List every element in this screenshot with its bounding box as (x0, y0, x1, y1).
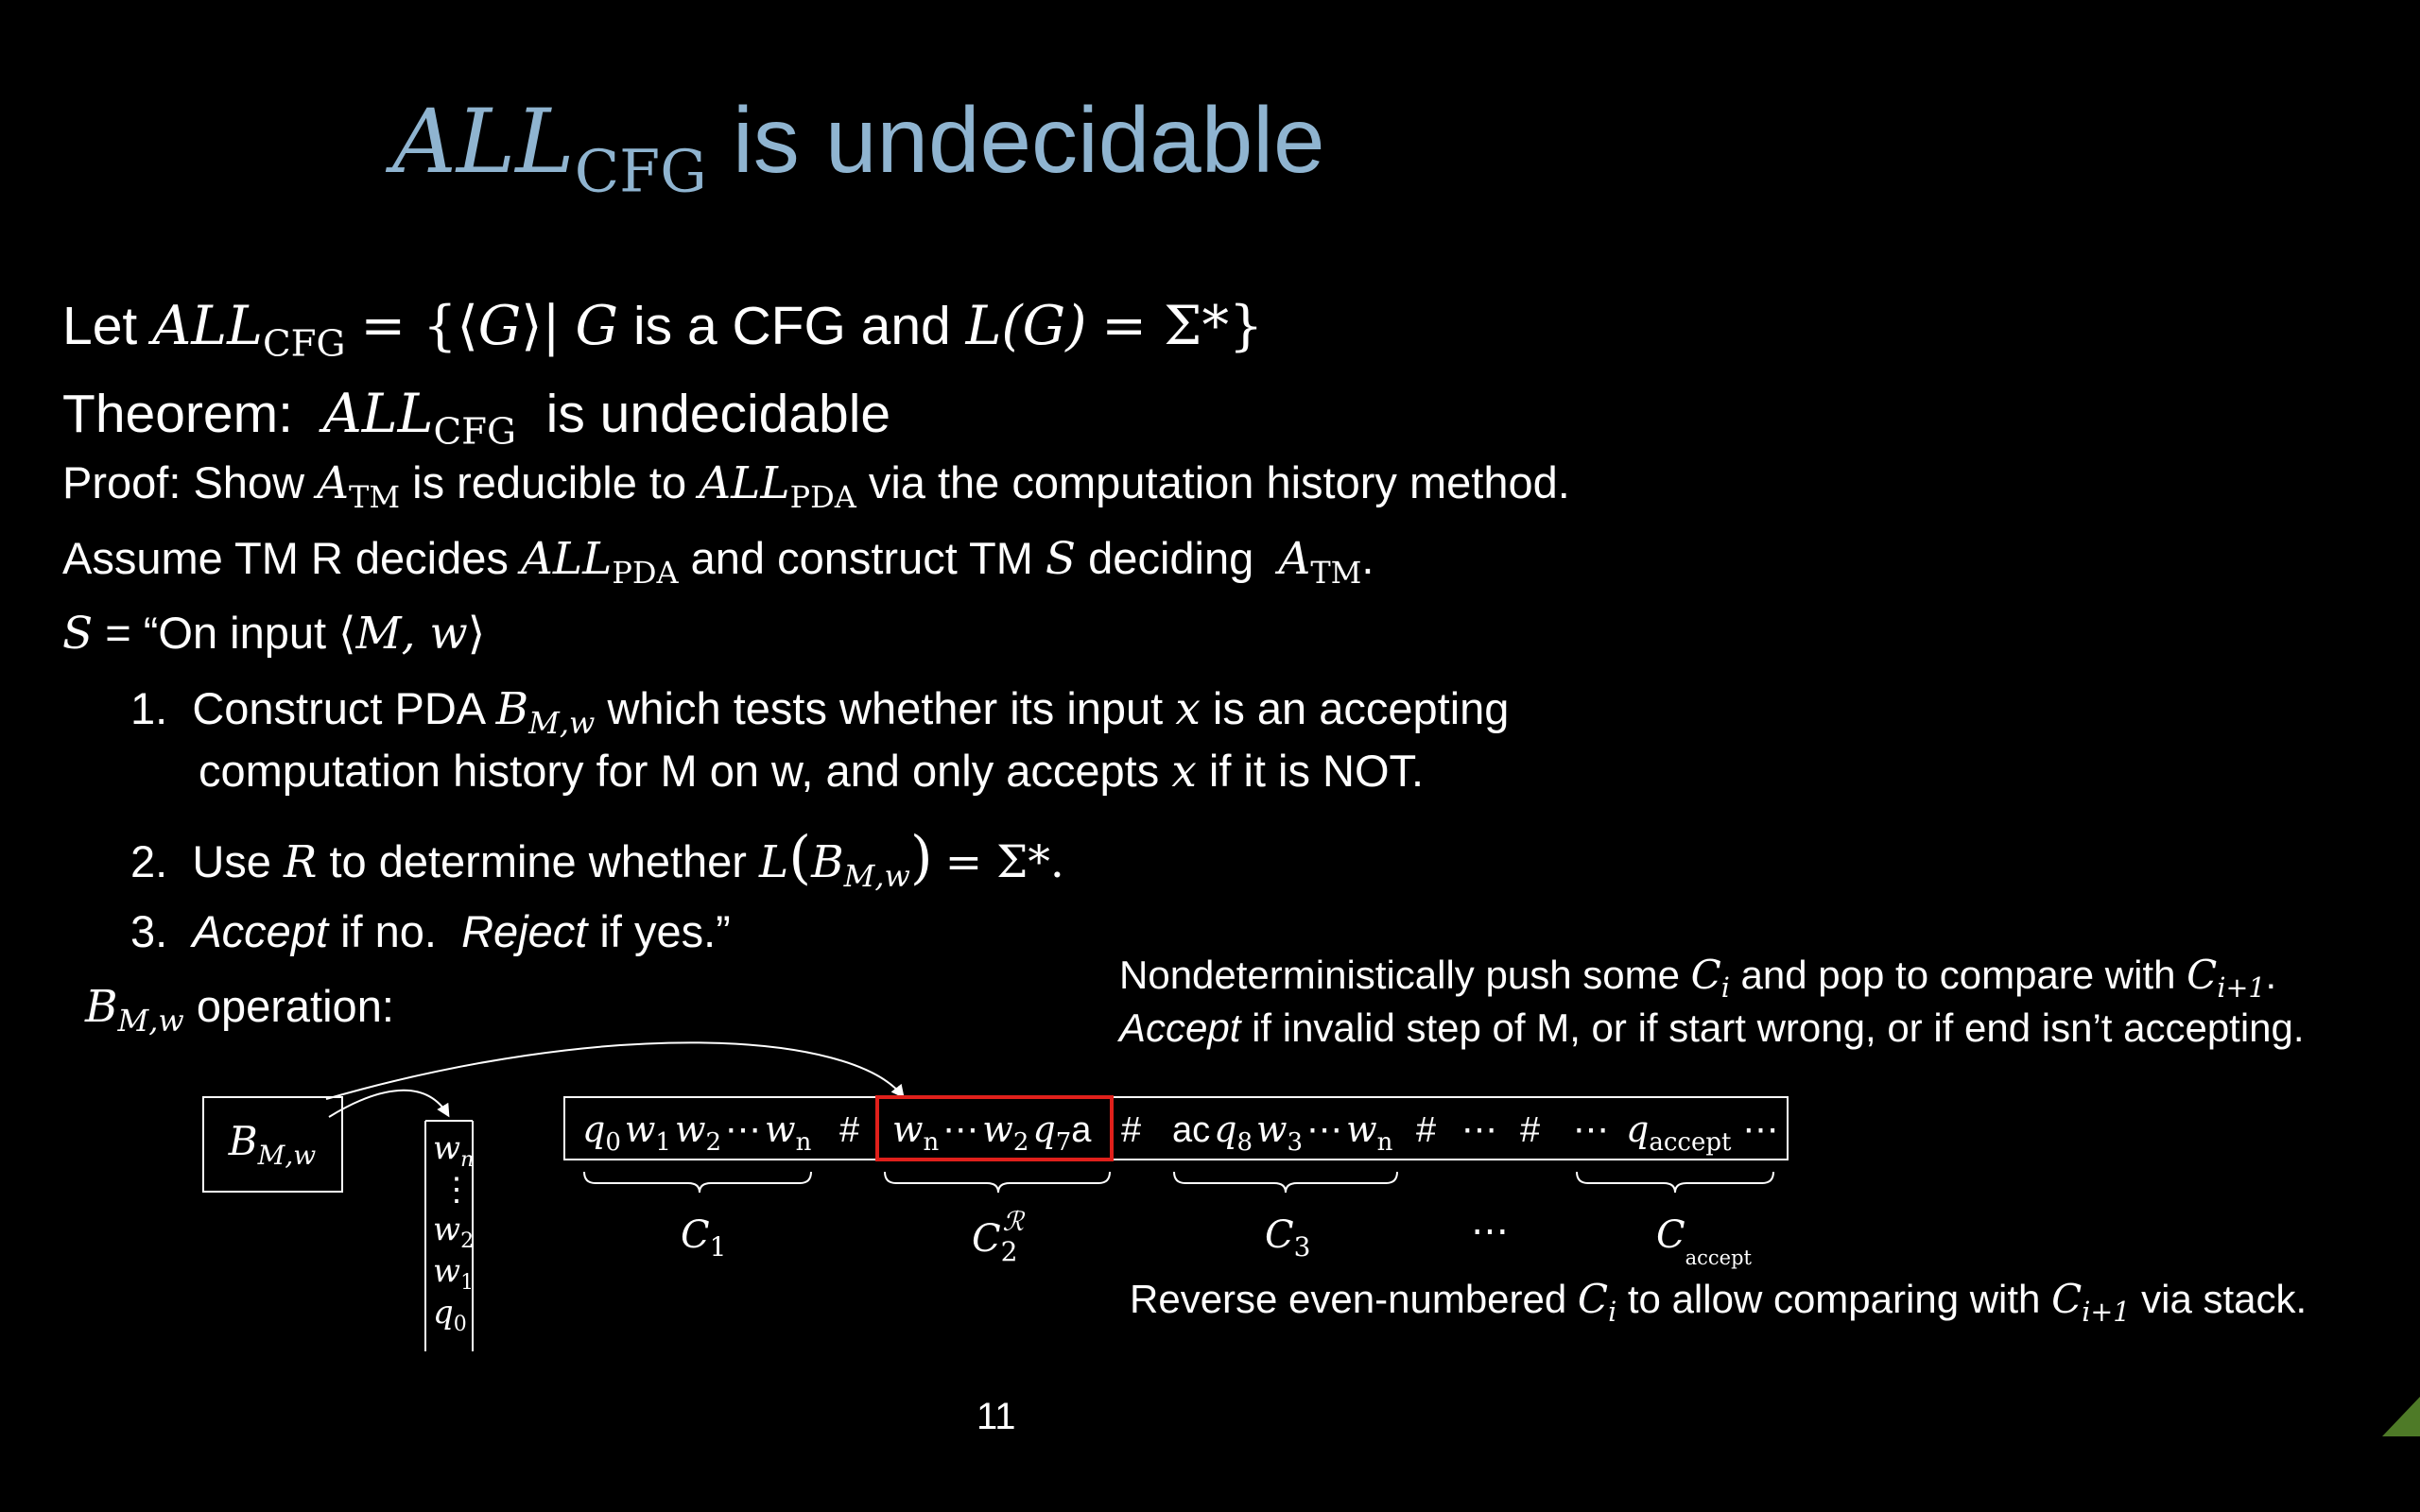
corner-decoration (2382, 1397, 2420, 1436)
tape-config-2: $w_n$ ⋯ $w_2$ $q_7a$ (892, 1108, 1092, 1157)
tape-accept-config: $q_{accept}$ ⋯ (1626, 1108, 1779, 1157)
step-1: 1. Construct PDA $B_{M,w}$ which tests whether its input x is an accepting (130, 683, 1510, 742)
tape-hash-1: # (839, 1110, 860, 1150)
step-2: 2. Use R to determine whether $L(B_{M,w}) = \Sigma*$. (130, 824, 1064, 895)
tape-config-3: ac $q_8$ $w_3$ ⋯ $w_n$ (1172, 1108, 1393, 1157)
label-c3: $C_3$ (1265, 1213, 1311, 1263)
proof-line: Proof: Show $A_{TM}$ is reducible to $ALL_{PDA}$ via the computation history method. (62, 457, 1570, 516)
tape-hash-2: # (1121, 1110, 1142, 1150)
stack-item: ⋮ (441, 1171, 473, 1209)
slide-title: $ALL_{CFG}$ is undecidable (392, 88, 1325, 206)
braces (584, 1172, 1773, 1193)
stack-item: $w_2$ (433, 1211, 475, 1253)
stack (425, 1121, 474, 1351)
label-ellipsis: ⋯ (1471, 1210, 1509, 1253)
label-c1: $C_1$ (681, 1213, 727, 1263)
step-1-continued: computation history for M on w, and only accepts x if it is NOT. (199, 746, 1425, 798)
arrow-to-stack (329, 1091, 448, 1117)
pda-box-label: $B_{M,w}$ (228, 1118, 317, 1171)
note-push-pop: Nondeterministically push some $C_i$ and pop to compare with $C_{i+1}$. (1119, 952, 2277, 1005)
theorem-line: Theorem: $ALL_{CFG}$ is undecidable (62, 383, 891, 454)
tape-ellipsis: ⋯ (1461, 1108, 1497, 1150)
label-c2-reversed: $C_2ℛ$ (972, 1206, 1024, 1267)
operation-label: $B_{M,w}$ operation: (85, 981, 394, 1040)
label-c-accept: $C_{accept}$ (1656, 1213, 1752, 1269)
stack-item: $w_1$ (433, 1252, 475, 1295)
step-3: 3. Accept if no. Reject if yes.” (130, 906, 731, 956)
stack-item: $w_n$ (433, 1129, 475, 1172)
s-definition-line: S = “On input ⟨M, w⟩ (62, 608, 486, 660)
tape-hash-4: # (1520, 1110, 1541, 1150)
page-number: 11 (977, 1396, 1016, 1437)
assume-line: Assume TM R decides $ALL_{PDA}$ and construct TM S deciding $A_{TM}$. (62, 533, 1374, 592)
tape-config-1: $q_0$ $w_1$ $w_2$ ⋯ $w_n$ (582, 1108, 812, 1157)
note-reverse: Reverse even-numbered $C_i$ to allow comparing with $C_{i+1}$ via stack. (1130, 1276, 2308, 1329)
note-accept-conditions: Accept if invalid step of M, or if start wrong, or if end isn’t accepting. (1119, 1005, 2305, 1050)
definition-line: Let $ALL_{CFG}$ = {⟨G⟩| G is a CFG and L(G) = Σ*} (62, 295, 1264, 366)
stack-item: $q_0$ (433, 1294, 467, 1336)
tape-ellipsis-2: ⋯ (1573, 1108, 1609, 1150)
tape-hash-3: # (1416, 1110, 1437, 1150)
